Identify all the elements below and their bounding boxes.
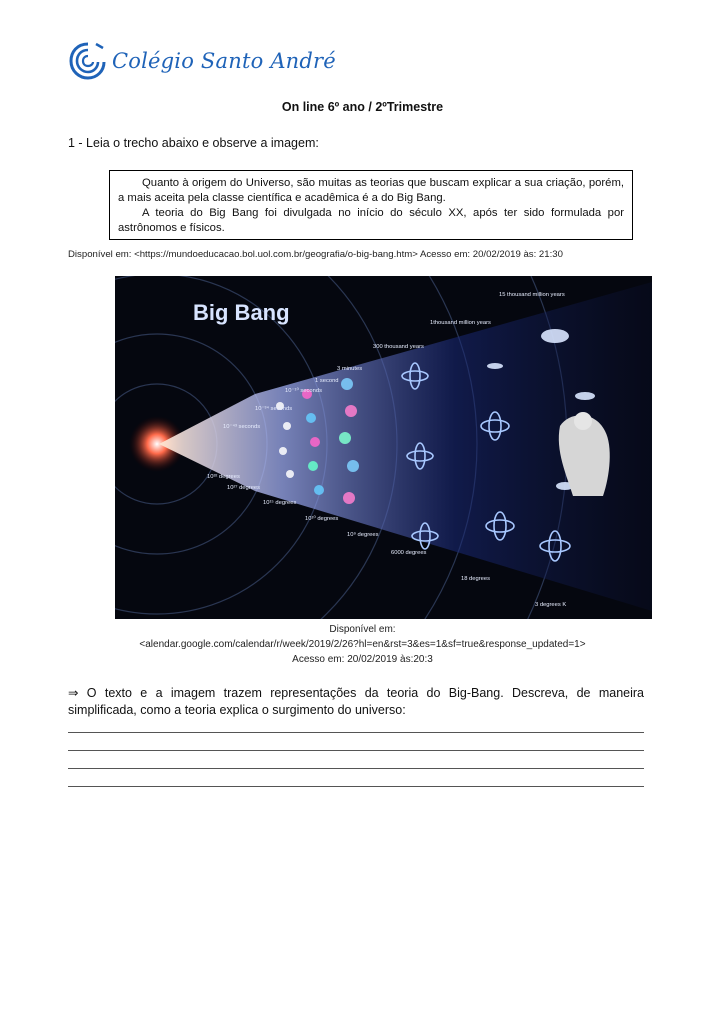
time-label-5: 1 second [315, 378, 339, 384]
temp-label-8: 3 degrees K [535, 602, 567, 608]
quote-paragraph-1: Quanto à origem do Universo, são muitas as teorias que buscam explicar a sua criação, porém, a mais aceita pela classe científica e acadêmica é a do Big Bang. [118, 177, 624, 204]
document-title: On line 6º ano / 2ºTrimestre [281, 100, 444, 114]
question-instruction: 1 - Leia o trecho abaixo e observe a imagem: [68, 136, 319, 150]
time-label-6: 10⁻¹⁰ seconds [285, 388, 322, 394]
temp-label-6: 6000 degrees [391, 550, 427, 556]
answer-line[interactable] [68, 768, 644, 769]
time-label-8: 10⁻⁴³ seconds [223, 424, 261, 430]
temp-label-3: 10¹⁵ degrees [263, 500, 297, 506]
big-bang-image [115, 276, 652, 619]
time-label-2: 1thousand million years [430, 320, 491, 326]
source-citation-2 [0, 622, 725, 667]
temp-label-1: 10³² degrees [207, 474, 240, 480]
source2-line-3: Acesso em: 20/02/2019 às:20:3 [292, 654, 433, 665]
time-label-3: 300 thousand years [373, 344, 424, 350]
time-label-7: 10⁻³⁴ seconds [255, 406, 293, 412]
answer-line[interactable] [68, 732, 644, 733]
temp-label-5: 10⁹ degrees [347, 532, 379, 538]
source2-line-1: Disponível em: [329, 624, 396, 635]
temp-label-2: 10²⁷ degrees [227, 485, 261, 491]
school-logo [68, 40, 336, 82]
temp-label-4: 10¹⁰ degrees [305, 516, 339, 522]
time-label-4: 3 minutes [337, 366, 363, 372]
swirl-logo-icon [68, 40, 108, 82]
school-name: Colégio Santo André [112, 49, 336, 73]
quote-box [109, 170, 633, 240]
answer-line[interactable] [68, 786, 644, 787]
source-citation-1: Disponível em: <https://mundoeducacao.bol.uol.com.br/geografia/o-big-bang.htm> Acesso em: 20/02/2019 às: 21:30 [68, 249, 563, 260]
figure-title: Big Bang [193, 300, 290, 325]
time-label-1: 15 thousand million years [499, 292, 565, 298]
task-prompt: ⇒ O texto e a imagem trazem representações da teoria do Big-Bang. Descreva, de maneira simplificada, como a teoria explica o surgimento do universo: [68, 686, 644, 717]
answer-line[interactable] [68, 750, 644, 751]
temp-label-7: 18 degrees [461, 576, 491, 582]
source2-line-2: <alendar.google.com/calendar/r/week/2019/2/26?hl=en&rst=3&es=1&sf=true&response_updated=1> [139, 639, 586, 650]
quote-paragraph-2: A teoria do Big Bang foi divulgada no início do século XX, após ter sido formulada por astrônomos e físicos. [118, 207, 624, 234]
